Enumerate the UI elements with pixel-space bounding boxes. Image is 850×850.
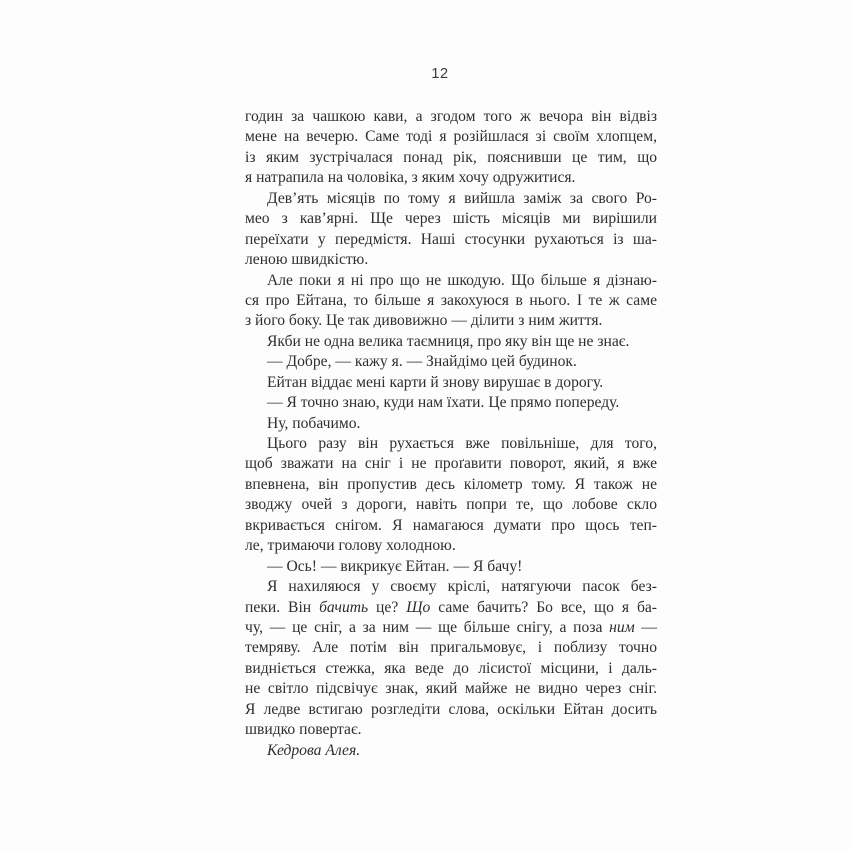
emphasis-text: Що [406, 598, 431, 616]
text-line: переїхати у передмістя. Наші стосунки рухаються із ша- [245, 230, 657, 248]
text-line: — Ось! — викрикує Ейтан. — Я бачу! [267, 557, 523, 575]
text-line: я натрапила на чоловіка, з яким хочу одружитися. [245, 169, 576, 187]
text-line: Я нахиляюся у своєму кріслі, натягуючи пасок без- [267, 578, 657, 596]
text-line: годин за чашкою кави, а згодом того ж вечора він відвіз [245, 108, 657, 125]
text-line: Але поки я ні про що не шкодую. Що більше я дізнаю- [267, 271, 657, 289]
emphasis-text: ним [609, 618, 635, 636]
text-line: чу, — це сніг, а за ним — ще більше снігу, а поза ним — [245, 618, 657, 636]
text-line: Я ледве встигаю розгледіти слова, оскільки Ейтан досить [245, 700, 657, 718]
text-line: мене на вечерю. Саме тоді я розійшлася зі своїм хлопцем, [245, 128, 657, 146]
text-line: Якби не одна велика таємниця, про яку він ще не знає. [267, 332, 630, 350]
text-line: Дев’ять місяців по тому я вийшла заміж за свого Ро- [267, 189, 657, 207]
text-line: — Я точно знаю, куди нам їхати. Це прямо попереду. [267, 394, 620, 412]
text-line: темряву. Але потім він пригальмовує, і поблизу точно [245, 639, 657, 657]
text-line: видніється стежка, яка веде до лісистої місцини, і даль- [245, 659, 657, 677]
text-line: — Добре, — кажу я. — Знайдімо цей будинок. [267, 353, 577, 371]
text-line: вкривається снігом. Я намагаюся думати про щось теп- [245, 516, 657, 534]
text-line: мео з кав’ярні. Ще через шість місяців ми вирішили [245, 210, 657, 228]
text-line: ся про Ейтана, то більше я закохуюся в нього. І те ж саме [245, 291, 657, 309]
text-line: із яким зустрічалася понад рік, пояснивши це тим, що [245, 148, 657, 166]
text-line: впевнена, він пропустив десь кілометр тому. Я також не [245, 475, 657, 493]
emphasis-text: Кедрова Алея. [267, 741, 361, 759]
emphasis-text: бачить [319, 598, 369, 616]
text-line: Ну, побачимо. [267, 414, 361, 432]
page-number: 12 [431, 66, 449, 82]
text-line: Ейтан віддає мені карти й знову вирушає в дорогу. [267, 373, 604, 391]
text-line: ле, тримаючи голову холодною. [245, 537, 456, 555]
page-text [245, 107, 657, 761]
text-line: щоб зважати на сніг і не проґавити поворот, який, я вже [245, 455, 657, 473]
text-line: пеки. Він бачить це? Що саме бачить? Бо все, що я ба- [245, 598, 657, 616]
text-line: не світло підсвічує знак, який майже не видно через сніг. [245, 680, 657, 698]
text-line [245, 741, 657, 761]
text-line: Цього разу він рухається вже повільніше, для того, [267, 435, 657, 452]
text-line: леною швидкістю. [245, 251, 369, 269]
text-line: з його боку. Це так дивовижно — ділити з ним життя. [245, 312, 603, 330]
text-line: зводжу очей з дороги, навіть попри те, що лобове скло [245, 496, 657, 514]
text-line: швидко повертає. [245, 721, 362, 739]
